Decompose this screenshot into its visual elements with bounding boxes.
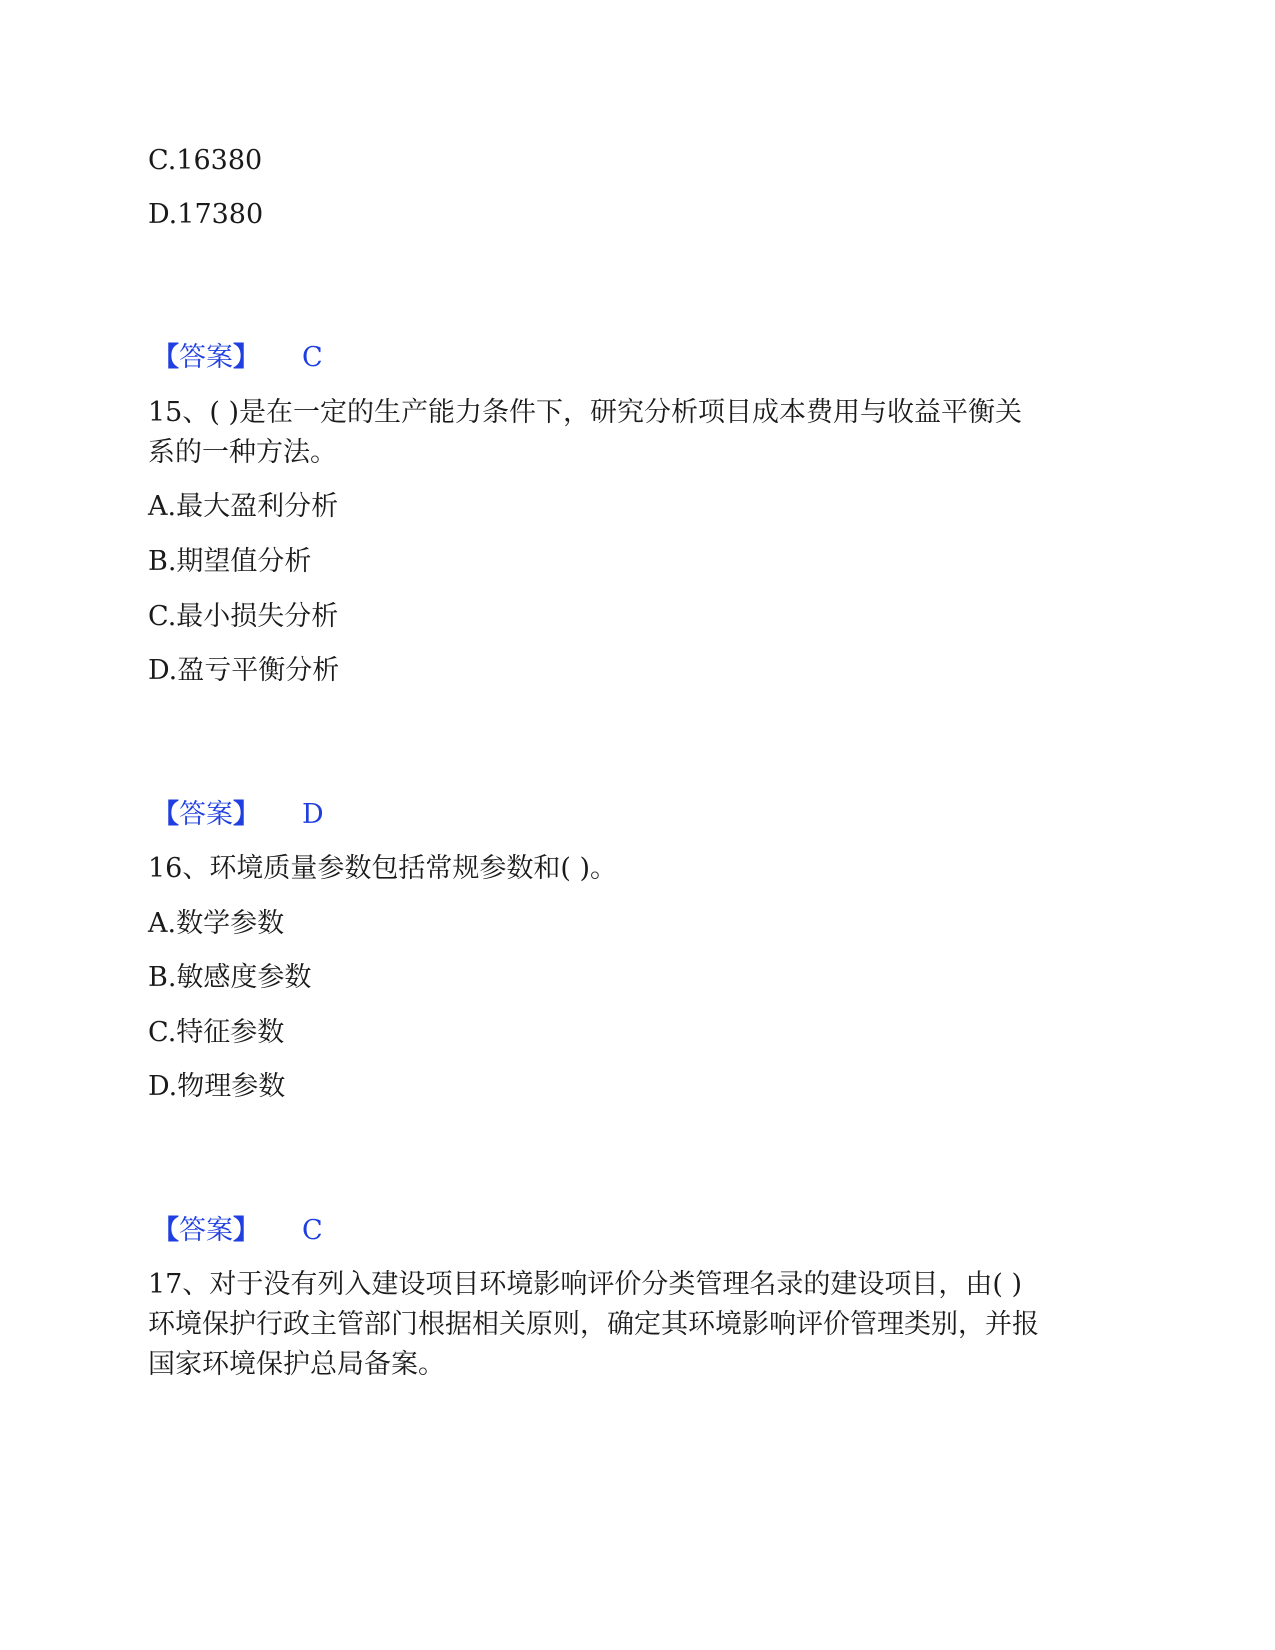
- answer-value: D: [302, 799, 324, 830]
- answer-bracket-open: 【: [152, 799, 179, 830]
- q14-option-c-text: C.16380: [148, 145, 263, 176]
- q17-stem-line2: 环境保护行政主管部门根据相关原则，确定其环境影响评价管理类别，并报: [148, 1309, 1039, 1340]
- q16-option-c: C.特征参数: [148, 1017, 285, 1048]
- q14-option-d: D.17380: [148, 199, 264, 230]
- q15-stem-line2: 系的一种方法。: [148, 437, 337, 468]
- q16-option-b: B.敏感度参数: [148, 962, 312, 993]
- answer-bracket-open: 【: [152, 1215, 179, 1246]
- q16-answer: [152, 1215, 323, 1247]
- answer-label: 答案: [179, 799, 233, 830]
- q17-stem-line1: 17、对于没有列入建设项目环境影响评价分类管理名录的建设项目，由( ): [148, 1269, 1023, 1300]
- q14-answer: [152, 342, 323, 374]
- answer-value: C: [302, 1215, 323, 1246]
- answer-bracket-close: 】: [233, 1215, 260, 1246]
- q16-option-d: D.物理参数: [148, 1071, 286, 1102]
- q15-answer: [152, 799, 324, 831]
- answer-bracket-open: 【: [152, 342, 179, 373]
- q15-option-c: C.最小损失分析: [148, 601, 339, 632]
- q15-option-a: A.最大盈利分析: [148, 491, 339, 522]
- q16-stem-line1: 16、环境质量参数包括常规参数和( )。: [148, 853, 618, 884]
- q15-option-b: B.期望值分析: [148, 546, 312, 577]
- answer-label: 答案: [179, 342, 233, 373]
- answer-bracket-close: 】: [233, 799, 260, 830]
- q17-stem-line3: 国家环境保护总局备案。: [148, 1349, 445, 1380]
- q15-option-d: D.盈亏平衡分析: [148, 655, 340, 686]
- answer-label: 答案: [179, 1215, 233, 1246]
- q16-option-a: A.数学参数: [148, 908, 285, 939]
- answer-value: C: [302, 342, 323, 373]
- answer-bracket-close: 】: [233, 342, 260, 373]
- q15-stem-line1: 15、( )是在一定的生产能力条件下，研究分析项目成本费用与收益平衡关: [148, 397, 1023, 428]
